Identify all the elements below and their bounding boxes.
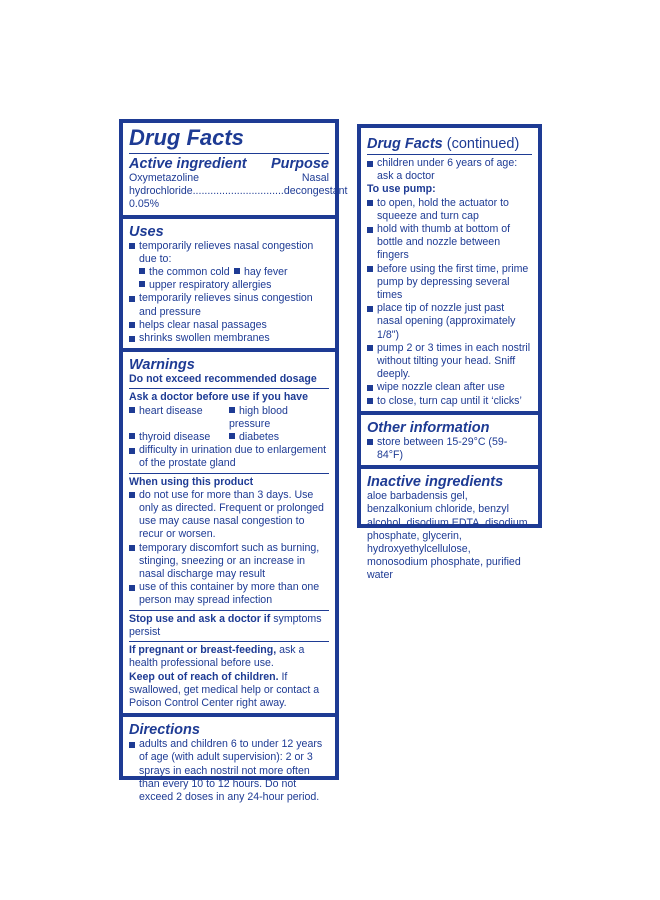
directions-item: adults and children 6 to under 12 years of age (with adult supervision): 2 or 3 sprays in each nostril not more often than every 10 to 12 hours. Do not exceed 2 doses in any 24-hour period. [129, 738, 329, 804]
leader-dots: ............................... [192, 185, 284, 198]
when-using-item: do not use for more than 3 days. Use only as directed. Frequent or prolonged use may cause nasal congestion to recur or worsen. [129, 489, 329, 542]
pump-step: pump 2 or 3 times in each nostril without tilting your head. Sniff deeply. [367, 342, 532, 382]
sub-allergies: upper respiratory allergies [149, 279, 272, 292]
keep-out-of-reach: Keep out of reach of children. If swallowed, get medical help or contact a Poison Control Center right away. [129, 670, 320, 709]
active-ingredient-heading: Active ingredient [129, 156, 247, 172]
inactive-ingredients-text: aloe barbadensis gel, benzalkonium chloride, benzyl alcohol, disodium EDTA, disodium phosphate, glycerin, hydroxyethylcellulose, monosodium phosphate, purified water [367, 490, 528, 582]
do-not-exceed: Do not exceed recommended dosage [129, 373, 317, 386]
uses-item: shrinks swollen membranes [129, 332, 329, 345]
condition-diabetes: diabetes [239, 431, 280, 444]
pregnancy-warning: If pregnant or breast-feeding, ask a health professional before use. [129, 644, 305, 670]
drug-facts-panel-left [119, 119, 348, 803]
when-using-item: use of this container by more than one person may spread infection [129, 581, 329, 607]
uses-item: temporarily relieves nasal congestion due to: [129, 240, 329, 266]
to-use-pump-heading: To use pump: [367, 183, 436, 196]
drug-facts-continued-title: Drug Facts (continued) [367, 136, 520, 152]
purpose-heading: Purpose [270, 156, 329, 172]
divider [129, 473, 329, 474]
directions-item: children under 6 years of age: ask a doctor [367, 157, 532, 183]
when-using-heading: When using this product [129, 475, 254, 488]
divider [129, 388, 329, 389]
inactive-ingredients-section [361, 465, 538, 585]
condition-bp: high blood pressure [229, 404, 288, 430]
pump-step: wipe nozzle clean after use [367, 381, 532, 394]
drug-facts-panel-right [357, 124, 542, 582]
divider [129, 641, 329, 642]
ingredient-name-line2: hydrochloride 0.05% [129, 185, 193, 211]
sub-common-cold: the common cold [149, 266, 230, 279]
conditions-row [129, 405, 329, 431]
other-information-section [361, 411, 538, 465]
other-information-heading: Other information [367, 419, 490, 436]
pump-step: before using the first time, prime pump by depressing several times [367, 263, 532, 303]
when-using-item: temporary discomfort such as burning, stinging, sneezing or an increase in nasal discharge may result [129, 542, 329, 582]
pump-step: hold with thumb at bottom of bottle and nozzle between fingers [367, 223, 532, 263]
uses-heading: Uses [129, 223, 164, 240]
condition-urination: difficulty in urination due to enlargement of the prostate gland [129, 444, 329, 470]
active-ingredient-section [123, 123, 348, 215]
drug-facts-title: Drug Facts [129, 125, 244, 150]
sub-hay-fever: hay fever [244, 266, 288, 279]
storage-item: store between 15-29°C (59-84°F) [367, 436, 532, 462]
condition-thyroid: thyroid disease [139, 431, 211, 444]
directions-heading: Directions [129, 722, 200, 739]
condition-heart: heart disease [139, 404, 203, 417]
divider [129, 153, 329, 154]
inactive-ingredients-heading: Inactive ingredients [367, 474, 504, 491]
conditions-row [129, 431, 329, 444]
ask-doctor-heading: Ask a doctor before use if you have [129, 391, 308, 404]
pump-step: place tip of nozzle just past nasal opening (approximately 1/8") [367, 302, 532, 342]
divider [367, 154, 532, 155]
purpose-line1: Nasal [301, 172, 329, 184]
uses-section [123, 215, 335, 349]
uses-item: temporarily relieves sinus congestion and pressure [129, 292, 329, 318]
divider [129, 610, 329, 611]
directions-section [123, 713, 335, 807]
stop-use-line: Stop use and ask a doctor if symptoms persist [129, 612, 322, 638]
warnings-section [123, 348, 335, 713]
pump-step: to open, hold the actuator to squeeze and turn cap [367, 197, 532, 223]
directions-continued-section [361, 128, 538, 411]
pump-step: to close, turn cap until it ‘clicks’ [367, 395, 532, 408]
purpose-line2: decongestant [283, 185, 348, 198]
uses-item: helps clear nasal passages [129, 319, 329, 332]
warnings-heading: Warnings [129, 357, 195, 374]
uses-subitems [129, 266, 329, 292]
ingredient-name-line1: Oxymetazoline [129, 172, 200, 184]
